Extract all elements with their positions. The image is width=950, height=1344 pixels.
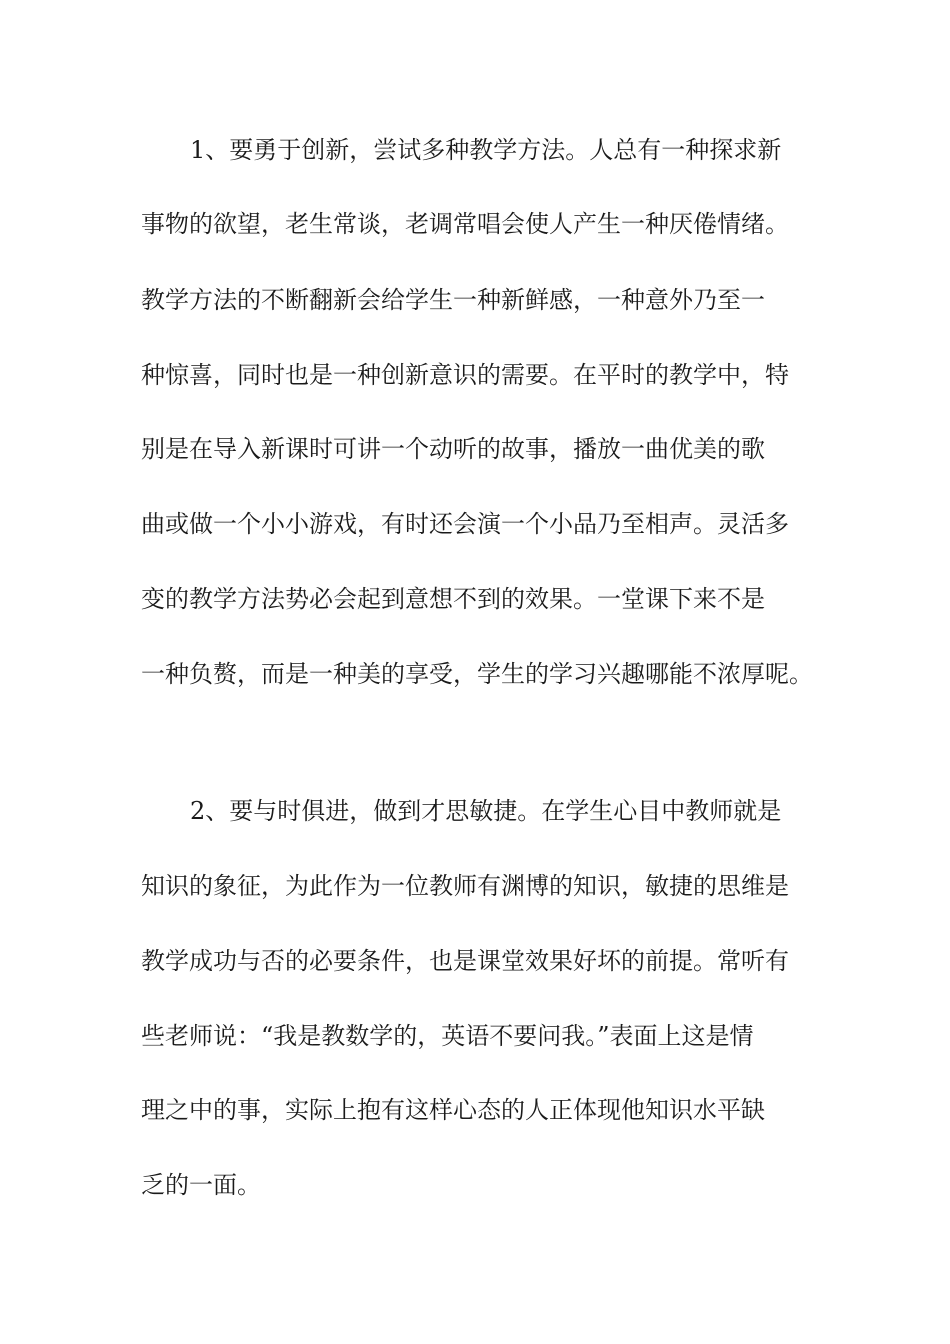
paragraph-line: 变的教学方法势必会起到意想不到的效果。一堂课下来不是 [141,585,765,613]
paragraph-line: 2、要与时俱进，做到才思敏捷。在学生心目中教师就是 [190,797,782,825]
paragraph-line: 乏的一面。 [141,1171,261,1199]
paragraph-line: 教学方法的不断翻新会给学生一种新鲜感，一种意外乃至一 [141,286,765,314]
paragraph-line: 知识的象征，为此作为一位教师有渊博的知识，敏捷的思维是 [141,872,789,900]
paragraph-line: 1、要勇于创新，尝试多种教学方法。人总有一种探求新 [190,136,782,164]
paragraph-line: 教学成功与否的必要条件，也是课堂效果好坏的前提。常听有 [141,947,789,975]
paragraph-line: 种惊喜，同时也是一种创新意识的需要。在平时的教学中，特 [141,361,789,389]
paragraph-line: 事物的欲望，老生常谈，老调常唱会使人产生一种厌倦情绪。 [141,210,789,238]
paragraph-line: 一种负赘，而是一种美的享受，学生的学习兴趣哪能不浓厚呢。 [141,660,813,688]
paragraph-line: 曲或做一个小小游戏，有时还会演一个小品乃至相声。灵活多 [141,510,789,538]
paragraph-line: 理之中的事，实际上抱有这样心态的人正体现他知识水平缺 [141,1096,765,1124]
paragraph-line: 别是在导入新课时可讲一个动听的故事，播放一曲优美的歌 [141,435,765,463]
paragraph-line: 些老师说：“我是教数学的，英语不要问我。”表面上这是情 [141,1022,754,1050]
